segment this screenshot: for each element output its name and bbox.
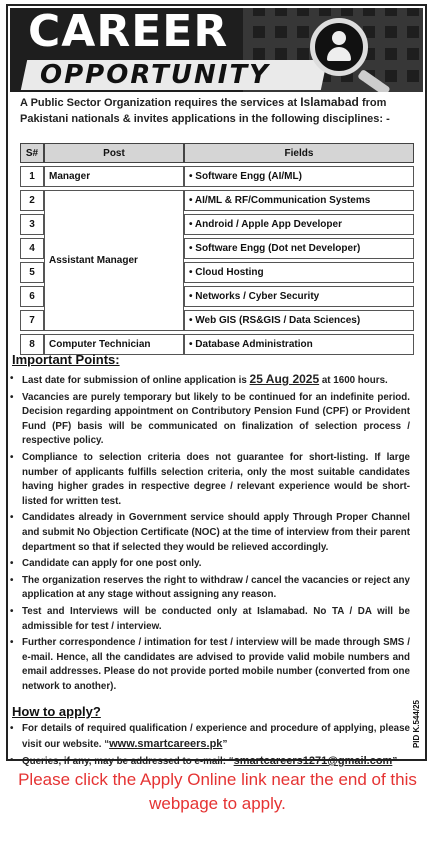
email-link[interactable]: smartcareers1271@gmail.com	[233, 755, 393, 768]
list-item: • For details of required qualification / experience and procedure of applying, please visit our website. “www.smartcareers.pk”	[8, 722, 410, 752]
banner-title-opportunity: OPPORTUNITY	[40, 60, 271, 90]
important-points-list	[8, 372, 410, 696]
apply-online-notice: Please click the Apply Online link near the end of this webpage to apply.	[18, 770, 417, 813]
table-row: 5 • Cloud Hosting	[20, 262, 414, 283]
table-row: 6 • Networks / Cyber Security	[20, 286, 414, 307]
list-item: • The organization reserves the right to withdraw / cancel the vacancies or reject any application at any stage without assigning any reason.	[8, 574, 410, 603]
table-row: 8 Computer Technician • Database Administration	[20, 334, 414, 355]
list-item: • Last date for submission of online application is 25 Aug 2025 at 1600 hours.	[8, 372, 410, 389]
list-item: • Further correspondence / intimation for test / interview will be made through SMS / e-mail. Hence, all the candidates are advised to provide valid mobile numbers and email addresses. Please do not provide ported mobile number (converted from one network to another).	[8, 636, 410, 694]
pid-code: PID K.544/25	[412, 700, 421, 749]
table-row: 1 Manager • Software Engg (AI/ML)	[20, 166, 414, 187]
table-row: 4 • Software Engg (Dot net Developer)	[20, 238, 414, 259]
list-item: • Compliance to selection criteria does not guarantee for short-listing. If large number of applicants fulfills selection criteria, only the most suitable candidates having higher grades in respective degree / relevant experience would be short-listed for written test.	[8, 451, 410, 509]
banner	[10, 8, 423, 92]
list-item: • Candidate can apply for one post only.	[8, 557, 410, 572]
intro-city: Islamabad	[300, 95, 359, 109]
header-post: Post	[44, 143, 184, 163]
vacancy-table	[20, 140, 414, 358]
magnifier-person-icon	[310, 18, 368, 76]
last-date: 25 Aug 2025	[249, 372, 320, 386]
table-row: 7 • Web GIS (RS&GIS / Data Sciences)	[20, 310, 414, 331]
banner-title-career: CAREER	[28, 8, 229, 57]
list-item: • Queries, if any, may be addressed to e-mail: “smartcareers1271@gmail.com”	[8, 754, 410, 770]
intro-paragraph: A Public Sector Organization requires the services at Islamabad from Pakistani nationals & invites applications in the following disciplines: -	[20, 95, 390, 125]
list-item: • Vacancies are purely temporary but likely to be continued for an indefinite period. Decision regarding appointment on Contributory Pension Fund (CPF) or Provident Fund (PF) basis will be communicated on finalization of selection process / respective policy.	[8, 391, 410, 449]
important-points-heading: Important Points:	[12, 352, 120, 367]
header-fields: Fields	[184, 143, 414, 163]
list-item: • Test and Interviews will be conducted only at Islamabad. No TA / DA will be admissible for test / interview.	[8, 605, 410, 634]
website-link[interactable]: www.smartcareers.pk	[109, 737, 223, 750]
table-row: 3 • Android / Apple App Developer	[20, 214, 414, 235]
how-to-apply-list	[8, 722, 410, 770]
how-to-apply-heading: How to apply?	[12, 704, 101, 719]
header-sn: S#	[20, 143, 44, 163]
table-row: 2 Assistant Manager • AI/ML & RF/Communication Systems	[20, 190, 414, 211]
list-item: • Candidates already in Government service should apply Through Proper Channel and submit No Objection Certificate (NOC) at the time of interview from their parent department so that if selected they would be relieved accordingly.	[8, 511, 410, 555]
table-header-row	[20, 143, 414, 163]
